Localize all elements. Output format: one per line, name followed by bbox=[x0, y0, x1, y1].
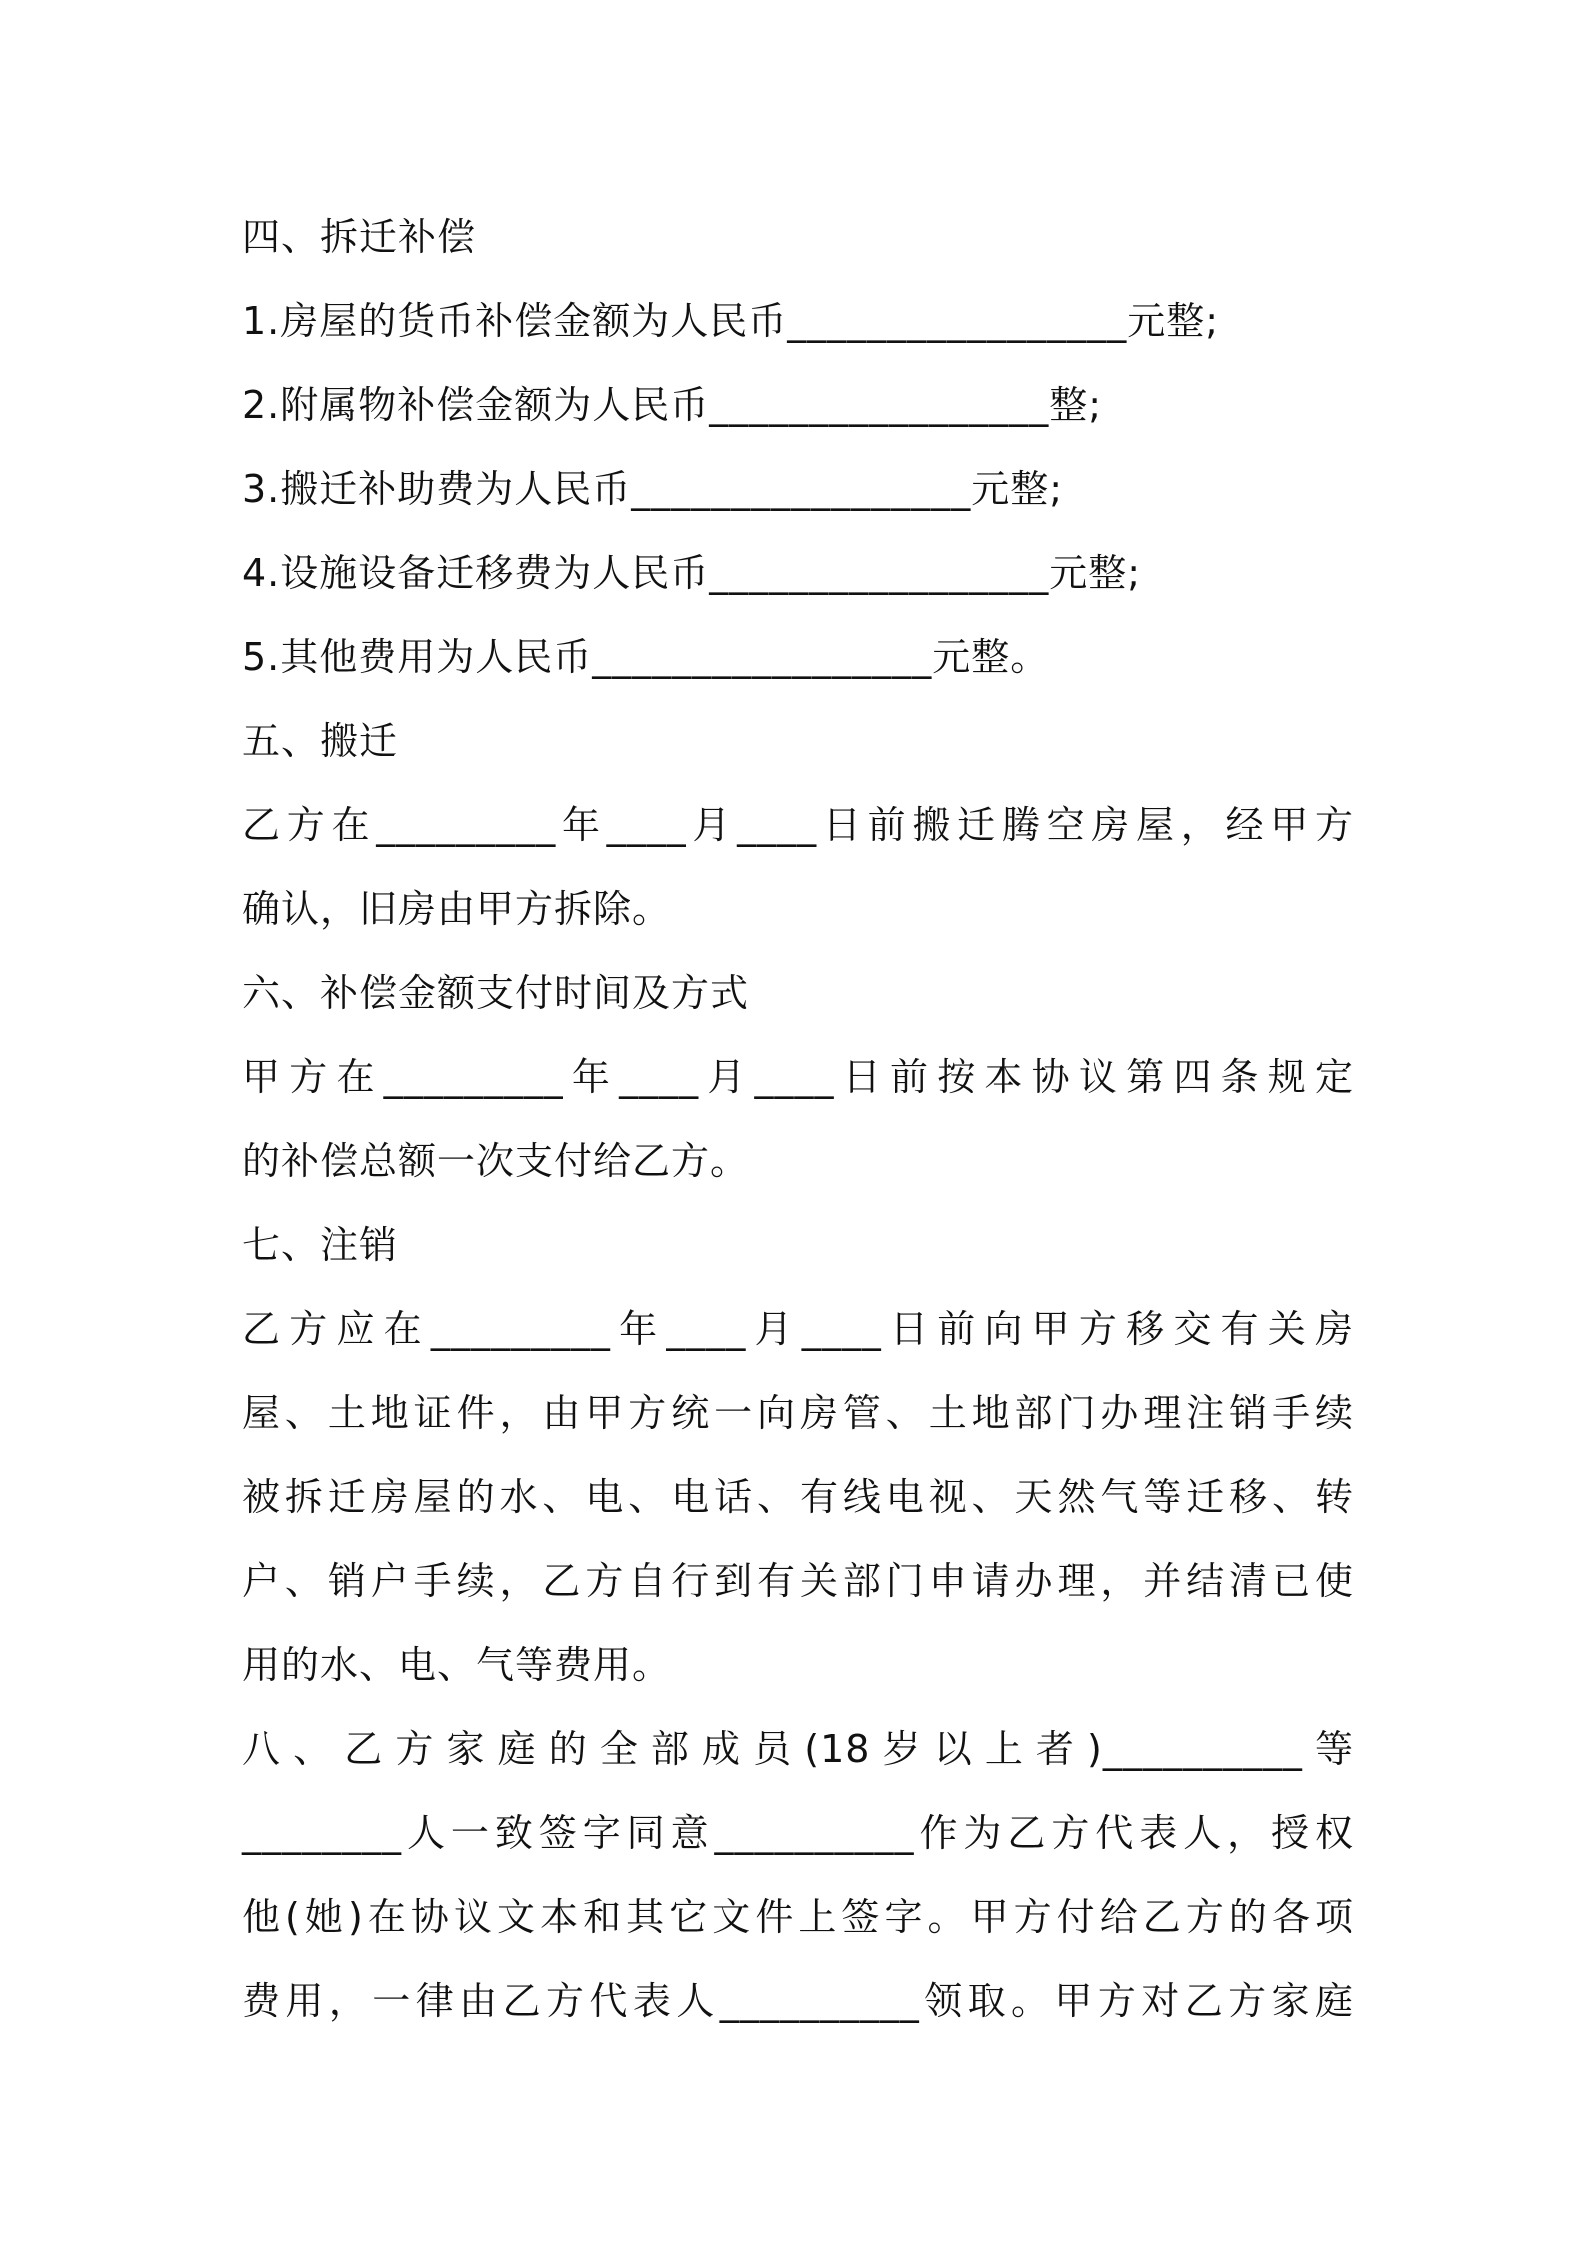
section-5-heading: 五、搬迁 bbox=[242, 719, 399, 763]
section-6-line-2: 的补偿总额一次支付给乙方。 bbox=[242, 1139, 750, 1183]
compensation-item-3: 3.搬迁补助费为人民币_________________元整; bbox=[242, 467, 1064, 511]
section-6-line-1: 甲方在_________年____月____日前按本协议第四条规定 bbox=[242, 1055, 1354, 1099]
section-8-line-3: 他(她)在协议文本和其它文件上签字。甲方付给乙方的各项 bbox=[242, 1895, 1354, 1939]
section-4-heading: 四、拆迁补偿 bbox=[242, 215, 477, 259]
section-7-heading: 七、注销 bbox=[242, 1223, 399, 1267]
section-8-line-4: 费用，一律由乙方代表人__________领取。甲方对乙方家庭 bbox=[242, 1979, 1354, 2023]
section-6-heading: 六、补偿金额支付时间及方式 bbox=[242, 971, 750, 1015]
compensation-item-1: 1.房屋的货币补偿金额为人民币_________________元整; bbox=[242, 299, 1220, 343]
section-7-line-1: 乙方应在_________年____月____日前向甲方移交有关房 bbox=[242, 1307, 1354, 1351]
section-8-line-1: 八、乙方家庭的全部成员(18岁以上者)__________等 bbox=[242, 1727, 1354, 1771]
section-7-line-5: 用的水、电、气等费用。 bbox=[242, 1643, 672, 1687]
compensation-item-4: 4.设施设备迁移费为人民币_________________元整; bbox=[242, 551, 1142, 595]
section-7-line-2: 屋、土地证件，由甲方统一向房管、土地部门办理注销手续 bbox=[242, 1391, 1354, 1435]
compensation-item-2: 2.附属物补偿金额为人民币_________________整; bbox=[242, 383, 1103, 427]
compensation-item-5: 5.其他费用为人民币_________________元整。 bbox=[242, 635, 1050, 679]
section-7-line-3: 被拆迁房屋的水、电、电话、有线电视、天然气等迁移、转 bbox=[242, 1475, 1354, 1519]
section-5-line-2: 确认，旧房由甲方拆除。 bbox=[242, 887, 672, 931]
section-5-line-1: 乙方在_________年____月____日前搬迁腾空房屋，经甲方 bbox=[242, 803, 1354, 847]
document-page bbox=[242, 195, 1354, 2043]
section-8-line-2: ________人一致签字同意__________作为乙方代表人，授权 bbox=[242, 1811, 1354, 1855]
section-7-line-4: 户、销户手续，乙方自行到有关部门申请办理，并结清已使 bbox=[242, 1559, 1354, 1603]
